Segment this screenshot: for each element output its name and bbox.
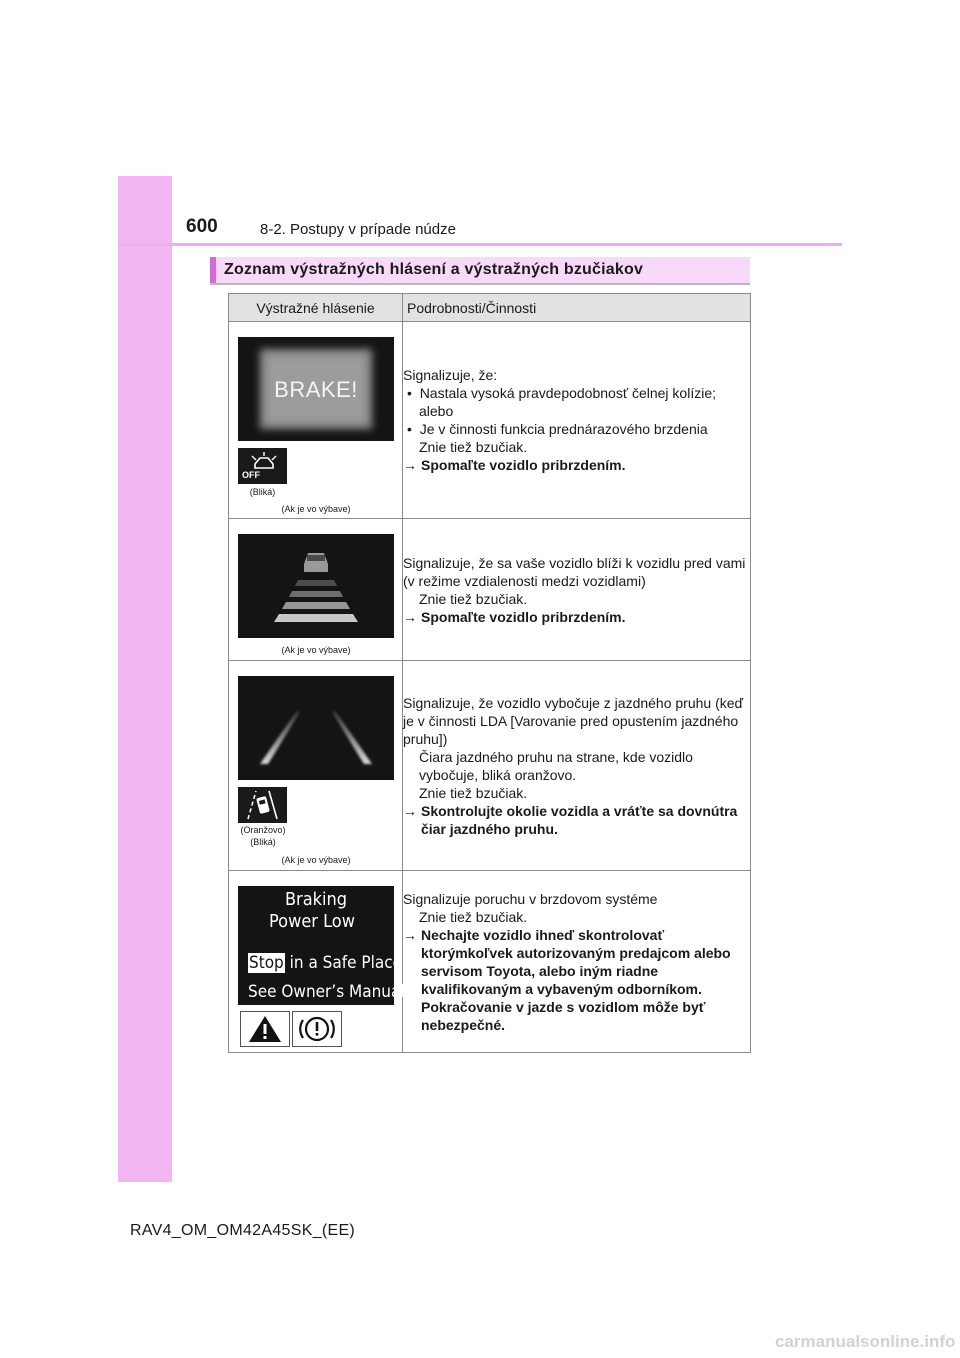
watermark: carmanualsonline.info [775,1332,956,1351]
braking-display [238,886,405,1005]
stop-label: Stop [249,953,284,973]
detail-action [403,608,750,626]
detail-action-text: Spomaľte vozidlo pribrzdením. [421,457,626,473]
details-cell [403,322,751,519]
pre-collision-off-icon [238,448,287,484]
braking-display-stop-row [248,953,402,973]
header-rule [118,243,842,246]
lane-display [238,676,394,780]
braking-display-line3: in a Safe Place [289,953,403,973]
detail-indent: Znie tiež bzučiak. [419,439,528,455]
band-title: Zoznam výstražných hlásení a výstražných bzučiakov [224,261,644,278]
detail-action [403,926,750,1034]
detail-line: Signalizuje, že: [403,367,498,383]
warning-cell [229,519,403,661]
equipment-note: (Ak je vo výbave) [281,504,351,514]
distance-display-graphic [238,534,394,638]
lane-departure-graphic [238,787,287,823]
warning-table [228,293,751,1053]
side-tab [118,176,172,1182]
brake-display-text: BRAKE! [274,377,358,402]
detail-action-text: Nechajte vozidlo ihneď skontrolovať ktorýmkoľvek autorizovaným predajcom alebo servisom Toyota, alebo iným riadne kvalifikovaným a vybaveným odborníkom. Pokračovanie v jazde s vozidlom môže byť nebezpečné. [421,926,731,1033]
braking-display-line2: Power Low [269,911,355,932]
warning-cell [229,322,403,519]
detail-line: Signalizuje poruchu v brzdovom systéme [403,890,658,907]
arrow-icon: → [403,608,417,625]
lane-departure-icon [238,787,287,823]
detail-action-text: Spomaľte vozidlo pribrzdením. [421,608,626,625]
warning-cell [229,661,403,871]
column-header-warning: Výstražné hlásenie [229,294,403,322]
details-cell [403,661,751,871]
detail-bullet: • Nastala vysoká pravdepodobnosť čelnej kolízie; alebo [407,385,716,419]
lane-display-graphic [238,676,394,780]
arrow-icon: → [403,457,417,473]
warning-triangle-icon [240,1011,290,1047]
detail-bullet: • Je v činnosti funkcia prednárazového brzdenia [407,421,708,437]
detail-action [403,802,750,838]
icon-caption: (Bliká) [250,837,276,847]
details-cell [403,871,751,1053]
section-title: 8-2. Postupy v prípade núdze [260,221,456,238]
detail-action-text: Skontrolujte okolie vozidla a vráťte sa dovnútra čiar jazdného pruhu. [421,802,738,837]
table-row [229,661,751,871]
section-band [210,257,750,285]
equipment-note: (Ak je vo výbave) [281,855,351,865]
brake-system-graphic [293,1012,341,1046]
icon-caption: (Bliká) [249,487,276,497]
footer-code: RAV4_OM_OM42A45SK_(EE) [130,1222,356,1239]
distance-display [238,534,394,638]
detail-bullet-text: Je v činnosti funkcia prednárazového brzdenia [419,421,708,437]
arrow-icon: → [403,926,417,943]
detail-indent: Znie tiež bzučiak. [419,784,528,801]
brake-system-icon [292,1011,342,1047]
detail-line: Signalizuje, že vozidlo vybočuje z jazdného pruhu (keď je v činnosti LDA [Varovanie pred opustením jazdného pruhu]) [403,694,744,747]
warning-triangle-graphic [241,1012,289,1046]
icon-caption: (Oranžovo) [240,825,286,835]
page-number: 600 [186,216,218,237]
arrow-icon: → [403,802,417,819]
details-cell [403,519,751,661]
pre-collision-off-text: OFF [242,470,260,480]
detail-indent: Znie tiež bzučiak. [419,908,528,925]
warning-cell [229,871,403,1053]
detail-indent: Čiara jazdného pruhu na strane, kde vozidlo vybočuje, bliká oranžovo. [419,748,693,783]
column-header-details: Podrobnosti/Činnosti [403,294,751,322]
detail-action [403,456,750,474]
braking-display-line4: See Owner’s Manual [248,982,405,1002]
table-row [229,322,751,519]
detail-bullet-text: Nastala vysoká pravdepodobnosť čelnej kolízie; alebo [419,385,716,419]
detail-indent: Znie tiež bzučiak. [419,590,528,607]
table-row [229,519,751,661]
detail-line: Signalizuje, že sa vaše vozidlo blíži k vozidlu pred vami (v režime vzdialenosti medzi vozidlami) [403,554,746,589]
band-accent [210,257,216,283]
braking-display-line1: Braking [284,889,348,910]
equipment-note: (Ak je vo výbave) [281,645,351,655]
table-row [229,871,751,1053]
brake-display [238,337,394,441]
